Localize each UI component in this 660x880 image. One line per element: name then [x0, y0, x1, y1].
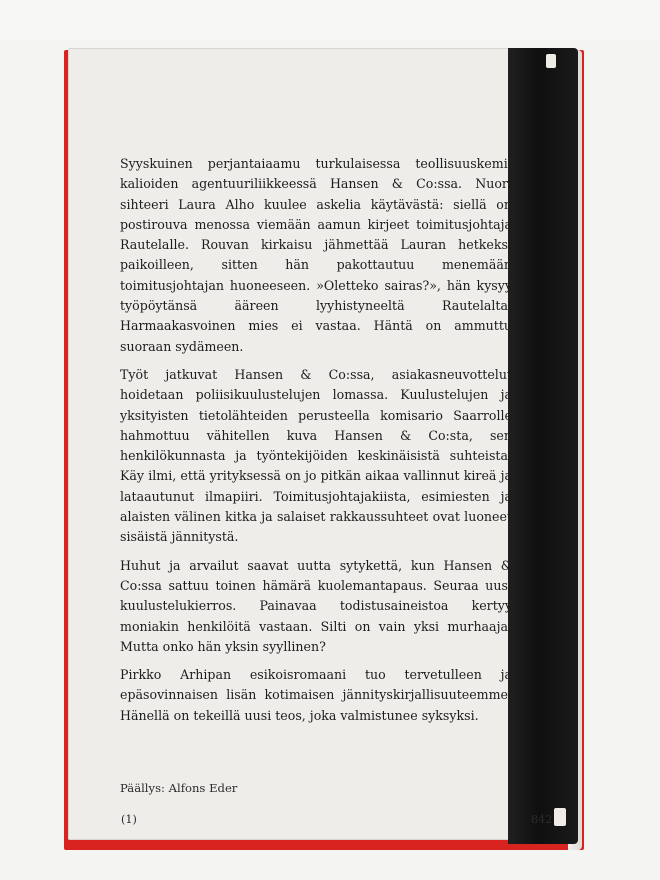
cover-wear — [554, 808, 566, 826]
black-spine-band — [508, 48, 578, 844]
edition-number: (1) — [121, 813, 137, 826]
cover-wear — [546, 54, 556, 68]
blurb-paragraph: Syyskuinen perjantaiaamu turkulaisessa teollisuuskemikalioiden agentuuriliikkeessä Hansen & Co:ssa. Nuori sihteeri Laura Alho kuulee askelia käytävästä: siellä on postirouva menossa viemään aamun kirjeet toimitusjohtaja Rautelalle. Rouvan kirkaisu jähmettää Lauran hetkeksi paikoilleen, sitten hän pakottautuu menemään toimitusjohtajan huoneeseen. »Oletteko sairas?», hän kysyy työpöytänsä ääreen lyyhistyneeltä Rautelalta. Harmaakasvoinen mies ei vastaa. Häntä on ammuttu suoraan sydämeen. — [120, 156, 512, 354]
catalog-number: 842 — [531, 813, 553, 826]
background — [0, 0, 660, 40]
back-cover-panel — [68, 48, 566, 840]
blurb-paragraph: Huhut ja arvailut saavat uutta sytykettä, kun Hansen & Co:ssa sattuu toinen hämärä kuolemantapaus. Seuraa uusi kuulustelukierros. Painavaa todistusaineistoa kertyy moniakin henkilöitä vastaan. Silti on vain yksi murhaaja. Mutta onko hän yksin syyllinen? — [120, 557, 512, 654]
blurb-paragraph: Työt jatkuvat Hansen & Co:ssa, asiakasneuvottelut hoidetaan poliisikuulustelujen lomassa. Kuulustelujen ja yksityisten tietolähteiden perusteella komisario Saarrolle hahmottuu vähitellen kuva Hansen & Co:sta, sen henkilökunnasta ja työntekijöiden keskinäisistä suhteista. Käy ilmi, että yrityksessä on jo pitkän aikaa vallinnut kireä ja lataautunut ilmapiiri. Toimitusjohtajakiista, esimiesten ja alaisten välinen kitka ja salaiset rakkaussuhteet ovat luoneet sisäistä jännitystä. — [120, 366, 512, 545]
cover-credit: Päällys: Alfons Eder — [120, 781, 238, 795]
blurb-text — [120, 154, 512, 734]
book-back-cover — [64, 44, 584, 854]
blurb-paragraph: Pirkko Arhipan esikoisromaani tuo tervetulleen ja epäsovinnaisen lisän kotimaisen jännityskirjallisuuteemme. Hänellä on tekeillä uusi teos, joka valmistunee syksyksi. — [120, 667, 512, 723]
